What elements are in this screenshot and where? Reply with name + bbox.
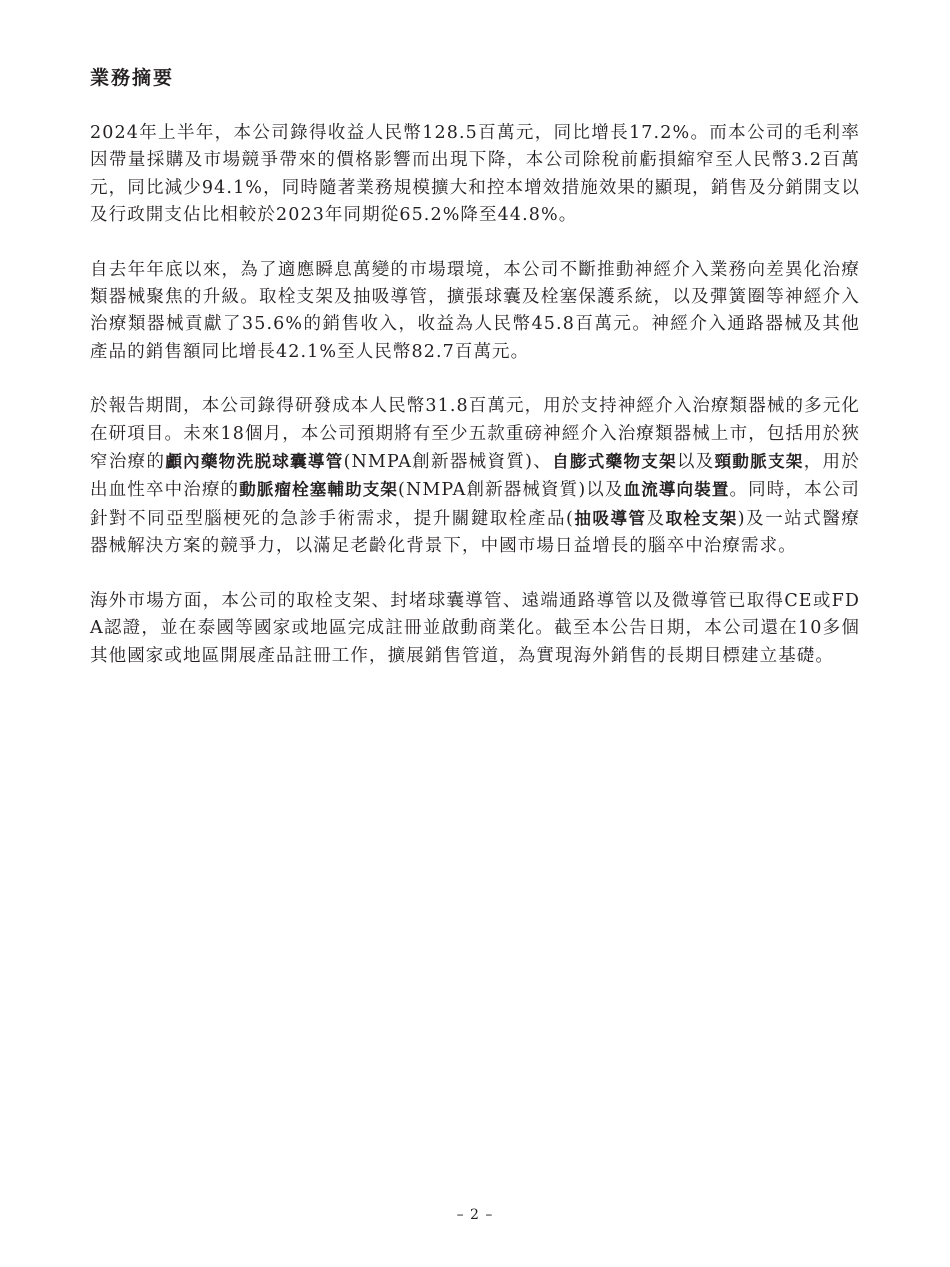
section-heading: 業務摘要 [90,67,175,89]
rd-text-3: 以及 [676,452,715,473]
document-body [90,64,860,697]
rd-text-5: (NMPA創新器械資質)以及 [398,480,624,501]
product-aneurysm-embolization-stent: 動脈瘤栓塞輔助支架 [239,480,399,500]
product-aspiration-catheter: 抽吸導管 [573,508,647,528]
paragraph-neurointervention-upgrade: 自去年年底以來，為了適應瞬息萬變的市場環境，本公司不斷推動神經介入業務向差異化治療類器械聚焦的升級。取栓支架及抽吸導管，擴張球囊及栓塞保護系統，以及彈簧圈等神經介入治療類器械貢獻了35.6%的銷售收入，收益為人民幣45.8百萬元。神經介入通路器械及其他產品的銷售額同比增長42.1%至人民幣82.7百萬元。 [90,259,860,362]
paragraph-overseas-market: 海外市場方面，本公司的取栓支架、封堵球囊導管、遠端通路導管以及微導管已取得CE或FDA認證，並在泰國等國家或地區完成註冊並啟動商業化。截至本公告日期，本公司還在10多個其他國家或地區開展產品註冊工作，擴展銷售管道，為實現海外銷售的長期目標建立基礎。 [90,590,860,666]
rd-text-4: ，用於出血性卒中治療的 [90,452,860,501]
rd-text-8: )及一站式醫療器械解決方案的競爭力，以滿足老齡化背景下，中國市場日益增長的腦卒中治療需求。 [90,508,860,557]
rd-text-2: (NMPA創新器械資質)、 [343,452,553,473]
product-intracranial-drug-balloon: 顱內藥物洗脱球囊導管 [165,452,344,472]
page-number: – 2 – [456,1207,494,1223]
rd-text-6: 。同時，本公司針對不同亞型腦梗死的急診手術需求，提升關鍵取栓產品( [90,480,860,529]
rd-text-7: 及 [646,508,666,529]
product-self-expanding-drug-stent: 自膨式藥物支架 [552,452,677,472]
product-carotid-stent: 頸動脈支架 [714,452,804,472]
rd-text-1: 於報告期間，本公司錄得研發成本人民幣31.8百萬元，用於支持神經介入治療類器械的多元化在研項目。未來18個月，本公司預期將有至少五款重磅神經介入治療類器械上市，包括用於狹窄治療的 [90,396,860,473]
product-flow-diverter: 血流導向裝置 [623,480,730,500]
paragraph-research-development [90,393,860,560]
product-thrombectomy-stent: 取栓支架 [665,508,738,528]
paragraph-revenue-summary: 2024年上半年，本公司錄得收益人民幣128.5百萬元，同比增長17.2%。而本公司的毛利率因帶量採購及市場競爭帶來的價格影響而出現下降，本公司除稅前虧損縮窄至人民幣3.2百萬元，同比減少94.1%，同時隨著業務規模擴大和控本增效措施效果的顯現，銷售及分銷開支以及行政開支佔比相較於2023年同期從65.2%降至44.8%。 [90,123,860,226]
